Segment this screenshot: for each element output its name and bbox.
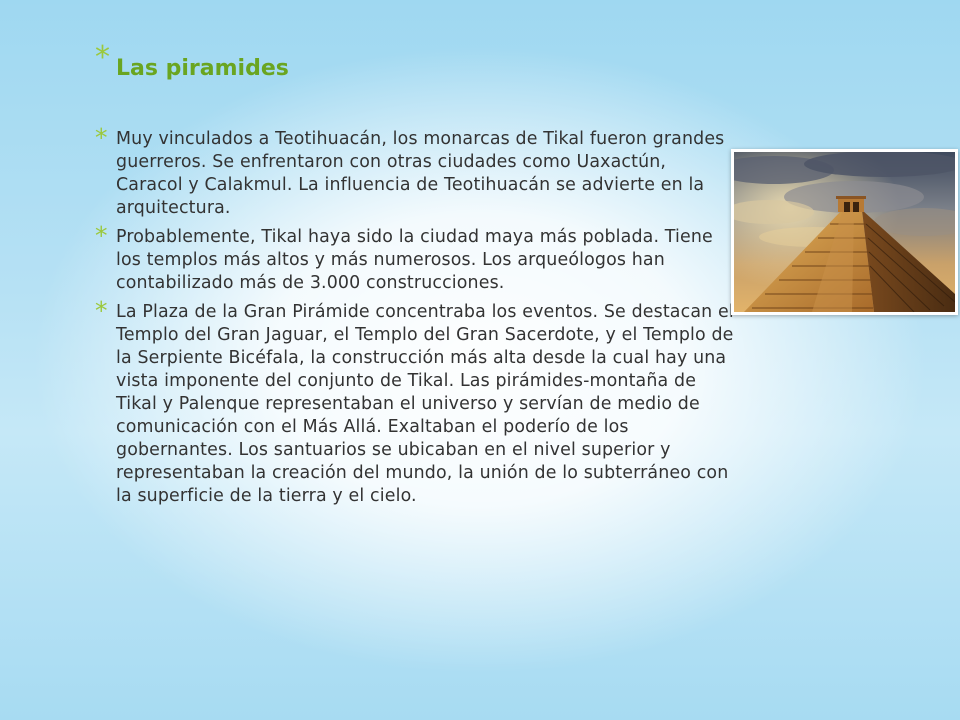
bullet-icon: * <box>95 221 108 250</box>
bullet-text: Muy vinculados a Teotihuacán, los monarcas de Tikal fueron grandes guerreros. Se enfrentaron con otras ciudades como Uaxactún, Caracol y Calakmul. La influencia de Teotihuacán se advierte en la arquitectura. <box>116 129 725 218</box>
title-bullet-icon: * <box>95 40 110 75</box>
pyramid-photo <box>731 149 958 315</box>
pyramid-image <box>734 152 955 312</box>
bullet-icon: * <box>95 123 108 152</box>
bullet-text: Probablemente, Tikal haya sido la ciudad maya más poblada. Tiene los templos más altos y más numerosos. Los arqueólogos han contabilizado más de 3.000 construcciones. <box>116 227 713 293</box>
bullet-item <box>95 221 735 295</box>
bullet-item <box>95 296 735 508</box>
bullet-text: La Plaza de la Gran Pirámide concentraba los eventos. Se destacan el Templo del Gran Jaguar, el Templo del Gran Sacerdote, y el Templo de la Serpiente Bicéfala, la construcción más alta desde la cual hay una vista imponente del conjunto de Tikal. Las pirámides-montaña de Tikal y Palenque representaban el universo y servían de medio de comunicación con el Más Allá. Exaltaban el poderío de los gobernantes. Los santuarios se ubicaban en el nivel superior y representaban la creación del mundo, la unión de lo subterráneo con la superficie de la tierra y el cielo. <box>116 302 734 506</box>
bullet-item <box>95 123 735 220</box>
bullet-icon: * <box>95 296 108 325</box>
slide-title: Las piramides <box>116 56 289 81</box>
body-bullet-list <box>95 123 735 514</box>
